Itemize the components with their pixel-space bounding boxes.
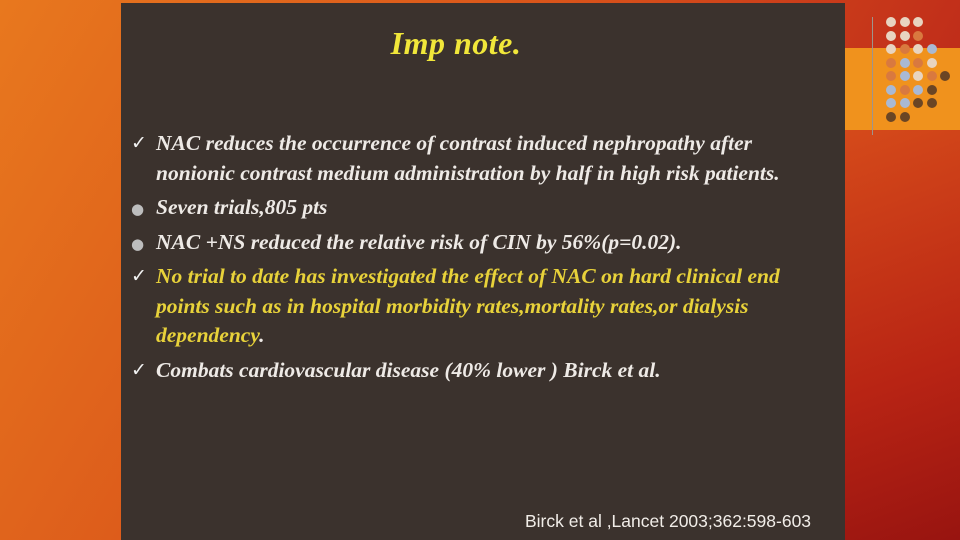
decorative-dot (913, 85, 923, 95)
decorative-dot (886, 58, 896, 68)
circle-bullet-icon: ● (131, 234, 145, 253)
bullet-text: NAC reduces the occurrence of contrast induced nephropathy after nonionic contrast medium administration by half in high risk patients. (156, 131, 780, 185)
slide-title: Imp note. (390, 25, 522, 61)
decorative-dot (886, 112, 896, 122)
decorative-dot (900, 71, 910, 81)
bullet-text: Seven trials,805 pts (156, 195, 328, 219)
decorative-dot (900, 17, 910, 27)
check-icon: ✓ (131, 358, 147, 381)
decorative-dot (886, 71, 896, 81)
decorative-dot (886, 31, 896, 41)
decorative-dot (886, 98, 896, 108)
decorative-dot (927, 58, 937, 68)
decorative-dot (927, 44, 937, 54)
decorative-dot (900, 58, 910, 68)
decorative-dot (927, 71, 937, 81)
decorative-dot (913, 44, 923, 54)
citation-text: Birck et al ,Lancet 2003;362:598-603 (525, 511, 812, 531)
bullet-text: Combats cardiovascular disease (40% lower ) Birck et al. (156, 357, 661, 382)
decorative-dot (913, 31, 923, 41)
decorative-dot (900, 85, 910, 95)
decorative-dot (927, 85, 937, 95)
bullet-trailing-period: . (259, 323, 265, 347)
check-icon: ✓ (131, 132, 147, 154)
check-icon: ✓ (131, 265, 147, 287)
decorative-dot (913, 98, 923, 108)
decorative-dot (900, 112, 910, 122)
right-lower-panel (845, 130, 960, 540)
decorative-dot (886, 85, 896, 95)
slide-panel (121, 3, 845, 540)
decorative-dot (913, 58, 923, 68)
decorative-dot (913, 71, 923, 81)
decorative-dot (927, 98, 937, 108)
bullet-text: No trial to date has investigated the effect of NAC on hard clinical end points such as in hospital morbidity rates,mortality rates,or dialysis dependency (156, 264, 780, 347)
decorative-dot (886, 17, 896, 27)
citation-clip (121, 3, 845, 540)
decorative-dot (900, 98, 910, 108)
bullet-text: NAC +NS reduced the relative risk of CIN by 56%(p=0.02). (156, 229, 682, 254)
decorative-dot (900, 44, 910, 54)
circle-bullet-icon: ● (131, 200, 145, 218)
decorative-dot (913, 17, 923, 27)
decorative-divider-line (872, 17, 873, 135)
decorative-dot (886, 44, 896, 54)
decorative-dot (940, 71, 950, 81)
decorative-dot (900, 31, 910, 41)
